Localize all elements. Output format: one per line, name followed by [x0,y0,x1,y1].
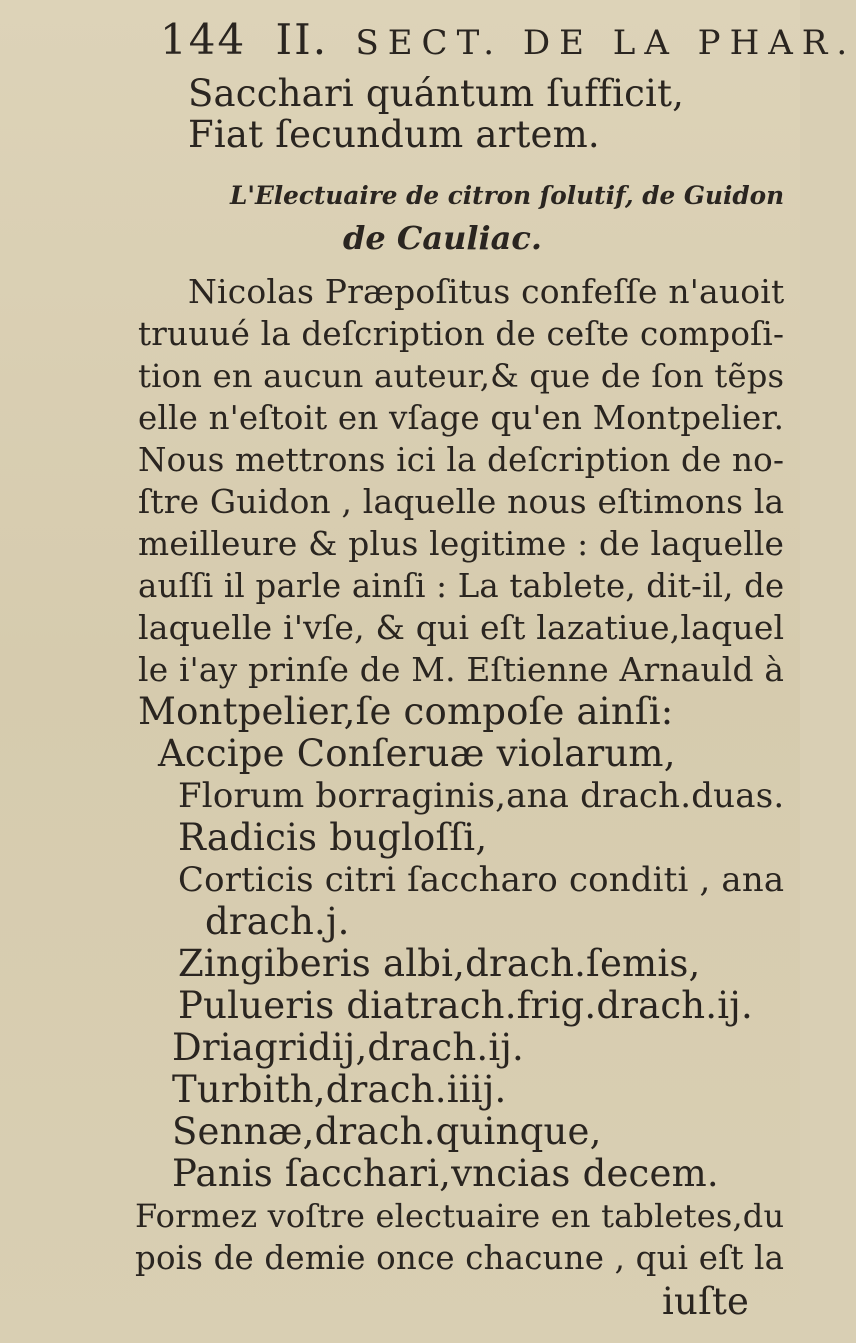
recipe-line: Panis ſacchari,vncias decem. [172,1152,719,1195]
text-line: Sacchari quántum ſufficit, [188,72,685,115]
recipe-line: Driagridij,drach.ij. [172,1026,525,1069]
recipe-line: Corticis citri ſaccharo conditi , ana [178,860,785,899]
paragraph-line: laquelle i'vſe, & qui eſt lazatiue,laquel [138,608,785,647]
paragraph-line: truuué la deſcription de ceſte compoſi- [138,315,785,353]
paragraph-line: meilleure & plus legitime : de laquelle [138,525,785,563]
recipe-line: Radicis bugloſſi, [178,816,488,859]
recipe-line: drach.j. [205,900,350,943]
paragraph-line: ſtre Guidon , laquelle nous eſtimons la [138,483,785,521]
paragraph-line: pois de demie once chacune , qui eſt la [135,1239,785,1277]
recipe-line: Sennæ,drach.quinque, [172,1110,602,1153]
paragraph-line: Nicolas Præpoſitus confeſſe n'auoit [188,272,785,311]
section-heading: L'Electuaire de citron ſolutif, de Guidon [230,181,785,210]
recipe-line: Turbith,drach.iiij. [172,1068,507,1111]
recipe-line: Accipe Conſeruæ violarum, [158,732,676,775]
paragraph-line: elle n'eſtoit en vſage qu'en Montpelier. [138,399,785,437]
paragraph-line: auſſi il parle ainſi : La tablete, dit-il, de [138,567,785,605]
paragraph-line: le i'ay prinſe de M. Eſtienne Arnauld à [138,651,785,689]
text-line: Fiat ſecundum artem. [188,113,600,156]
paragraph-line: Montpelier,ſe compoſe ainſi: [138,690,674,733]
recipe-line: Pulueris diatrach.frig.drach.ij. [178,984,753,1027]
paragraph-line: Nous mettrons ici la deſcription de no- [138,441,785,479]
page-number: 144 [160,15,247,64]
part-number: II. [275,15,329,64]
catchword: iuſte [662,1280,750,1323]
paragraph-line: Formez voſtre electuaire en tabletes,du [135,1197,785,1235]
section-heading-continued: de Cauliac. [343,219,543,257]
recipe-line: Florum borraginis,ana drach.duas. [178,776,785,816]
recipe-line: Zingiberis albi,drach.ſemis, [178,942,701,985]
section-title: SECT. DE LA PHAR. [355,23,856,63]
paragraph-line: tion en aucun auteur,& que de ſon tẽps [138,357,785,395]
running-header [160,14,856,69]
